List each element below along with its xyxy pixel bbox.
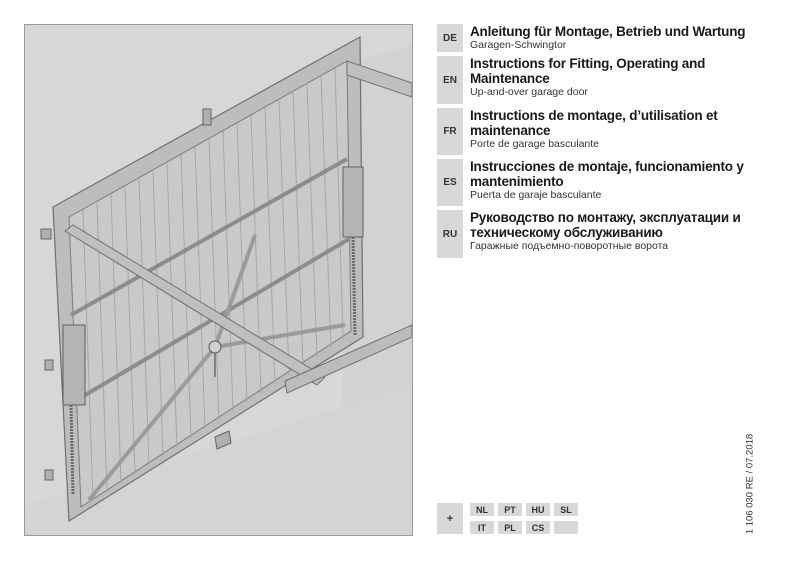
lang-cell-empty [554, 521, 578, 534]
title-ru: Руководство по монтажу, эксплуатации и техническому обслуживанию [470, 210, 741, 240]
document-number-text: 1 106 030 RE / 07.2018 [744, 433, 756, 535]
subtitle-de: Garagen-Schwingtor [470, 39, 567, 51]
garage-door-illustration [24, 24, 413, 536]
title-en: Instructions for Fitting, Operating and Maintenance [470, 56, 706, 86]
title-fr: Instructions de montage, d’utilisation et maintenance [470, 108, 718, 138]
lang-code-badge: EN [437, 56, 463, 104]
lang-cell-pt: PT [498, 503, 522, 516]
lang-block-de [437, 24, 777, 52]
lang-code-badge: FR [437, 108, 463, 155]
lang-code-badge: DE [437, 24, 463, 52]
lang-code-badge: ES [437, 159, 463, 206]
plus-badge: + [437, 503, 463, 534]
lang-cell-it: IT [470, 521, 494, 534]
lang-cell-pl: PL [498, 521, 522, 534]
subtitle-en: Up-and-over garage door [470, 86, 588, 98]
lang-block-ru [437, 210, 777, 258]
subtitle-fr: Porte de garage basculante [470, 138, 600, 150]
lang-block-fr [437, 108, 777, 155]
lang-cell-hu: HU [526, 503, 550, 516]
lang-code-badge: RU [437, 210, 463, 258]
title-de: Anleitung für Montage, Betrieb und Wartung [470, 24, 746, 39]
subtitle-ru: Гаражные подъемно-поворотные ворота [470, 240, 669, 252]
subtitle-es: Puerta de garaje basculante [470, 189, 602, 201]
lang-cell-nl: NL [470, 503, 494, 516]
lang-cell-sl: SL [554, 503, 578, 516]
lang-block-en [437, 56, 777, 104]
document-number [739, 430, 761, 538]
title-es: Instrucciones de montaje, funcionamiento y mantenimiento [470, 159, 744, 189]
lang-cell-cs: CS [526, 521, 550, 534]
lang-block-es [437, 159, 777, 206]
